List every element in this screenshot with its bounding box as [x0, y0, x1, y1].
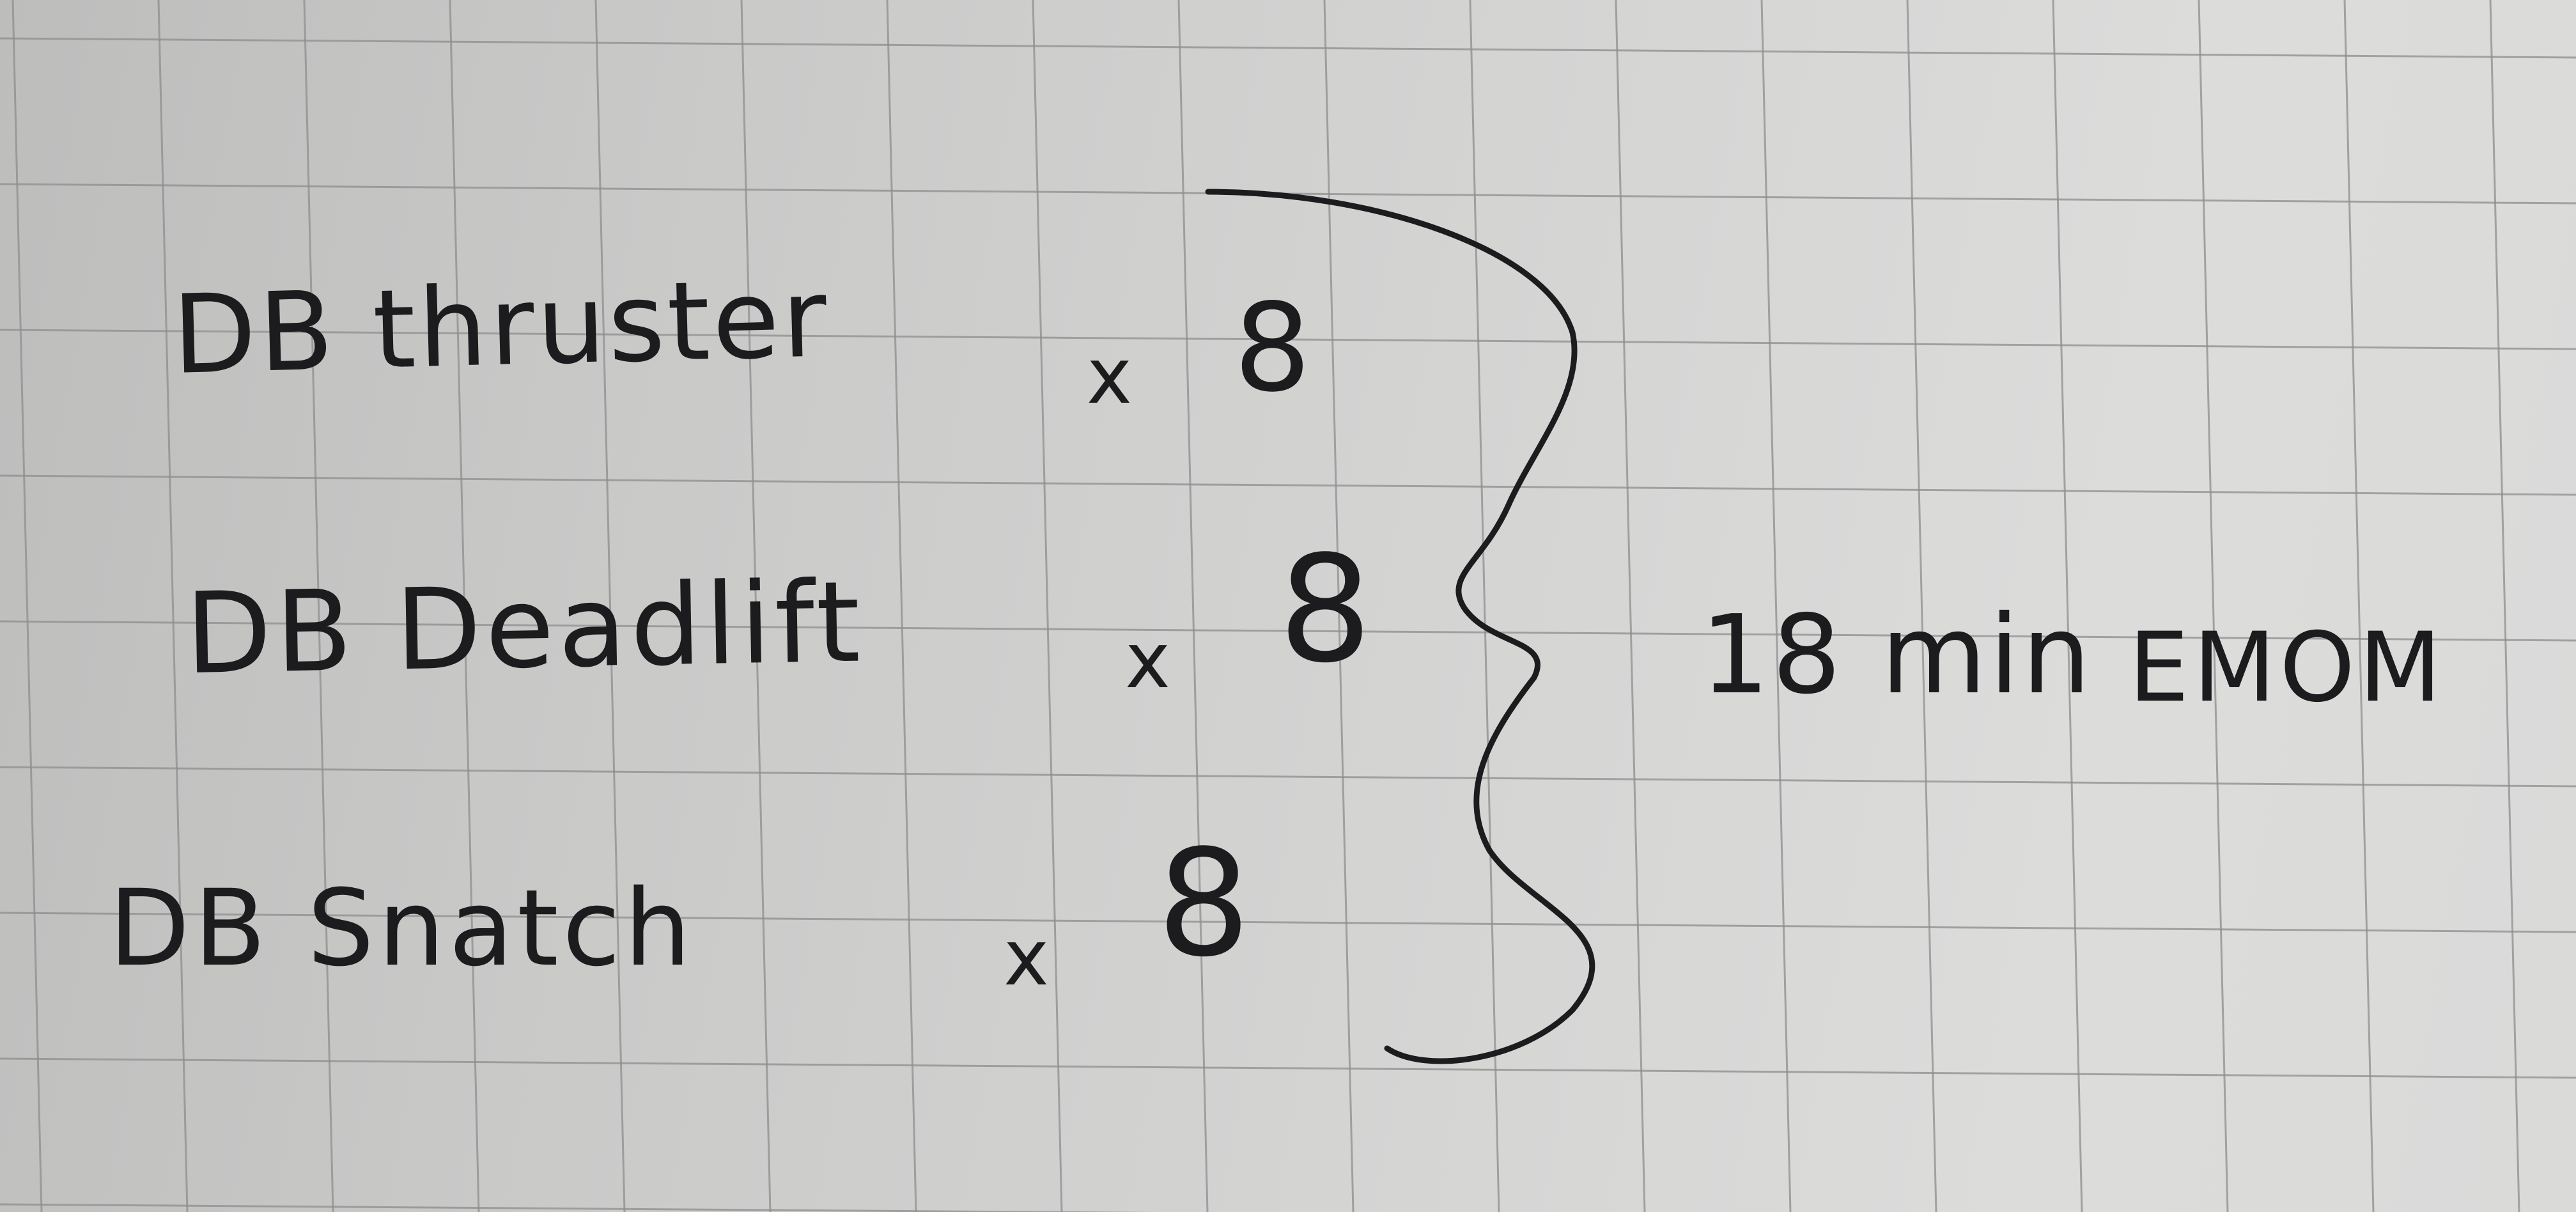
exercise-1-times: x	[1087, 332, 1133, 421]
curly-brace-stroke	[1208, 192, 1592, 1061]
exercise-2-name: DB Deadlift	[184, 557, 865, 699]
exercise-3-reps: 8	[1157, 819, 1251, 990]
emom-duration: 18 min	[1700, 592, 2093, 719]
exercise-2-times: x	[1125, 617, 1171, 706]
exercise-3-times: x	[1004, 914, 1050, 1003]
exercise-2-reps: 8	[1278, 525, 1372, 695]
exercise-1-name: DB thruster	[171, 255, 831, 399]
exercise-3-name: DB Snatch	[109, 867, 695, 990]
exercise-1-reps: 8	[1234, 277, 1311, 419]
emom-label: EMOM	[2129, 612, 2446, 724]
